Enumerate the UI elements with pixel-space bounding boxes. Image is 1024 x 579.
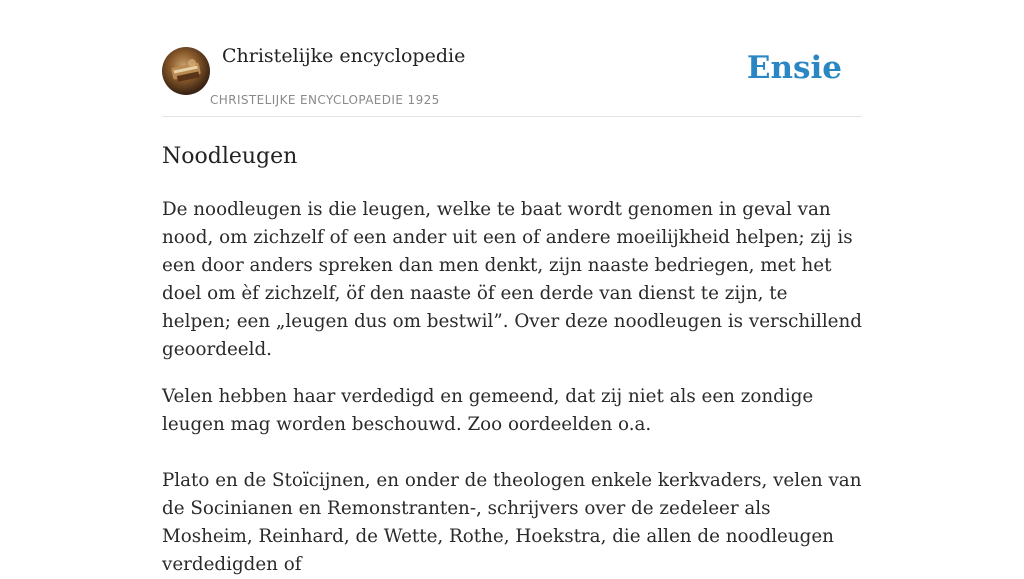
site-header — [162, 0, 862, 117]
site-title[interactable]: Christelijke encyclopedie — [222, 45, 466, 67]
brand-logo[interactable]: Ensie — [746, 50, 842, 86]
article-title: Noodleugen — [162, 144, 298, 169]
article — [162, 143, 862, 579]
article-paragraph: Plato en de Stoïcijnen, en onder de theologen enkele kerkvaders, velen van de Socinianen en Remonstranten-, schrijvers over de zedeleer als Mosheim, Reinhard, de Wette, Rothe, Hoekstra, die allen de noodleugen verdedigden of — [162, 470, 862, 575]
page — [162, 0, 862, 579]
article-paragraph: Velen hebben haar verdedigd en gemeend, dat zij niet als een zondige leugen mag worden beschouwd. Zoo oordeelden o.a. — [162, 386, 814, 435]
site-subtitle[interactable]: CHRISTELIJKE ENCYCLOPAEDIE 1925 — [210, 93, 440, 107]
avatar[interactable] — [162, 47, 210, 95]
article-paragraph: De noodleugen is die leugen, welke te baat wordt genomen in geval van nood, om zichzelf of een ander uit een of andere moeilijkheid helpen; zij is een door anders spreken dan men denkt, zijn naaste bedriegen, met het doel om èf zichzelf, öf den naaste öf een derde van dienst te zijn, te helpen; een „leugen dus om bestwil”. Over deze noodleugen is verschillend geoordeeld. — [162, 199, 862, 360]
book-photo-icon — [162, 47, 210, 95]
